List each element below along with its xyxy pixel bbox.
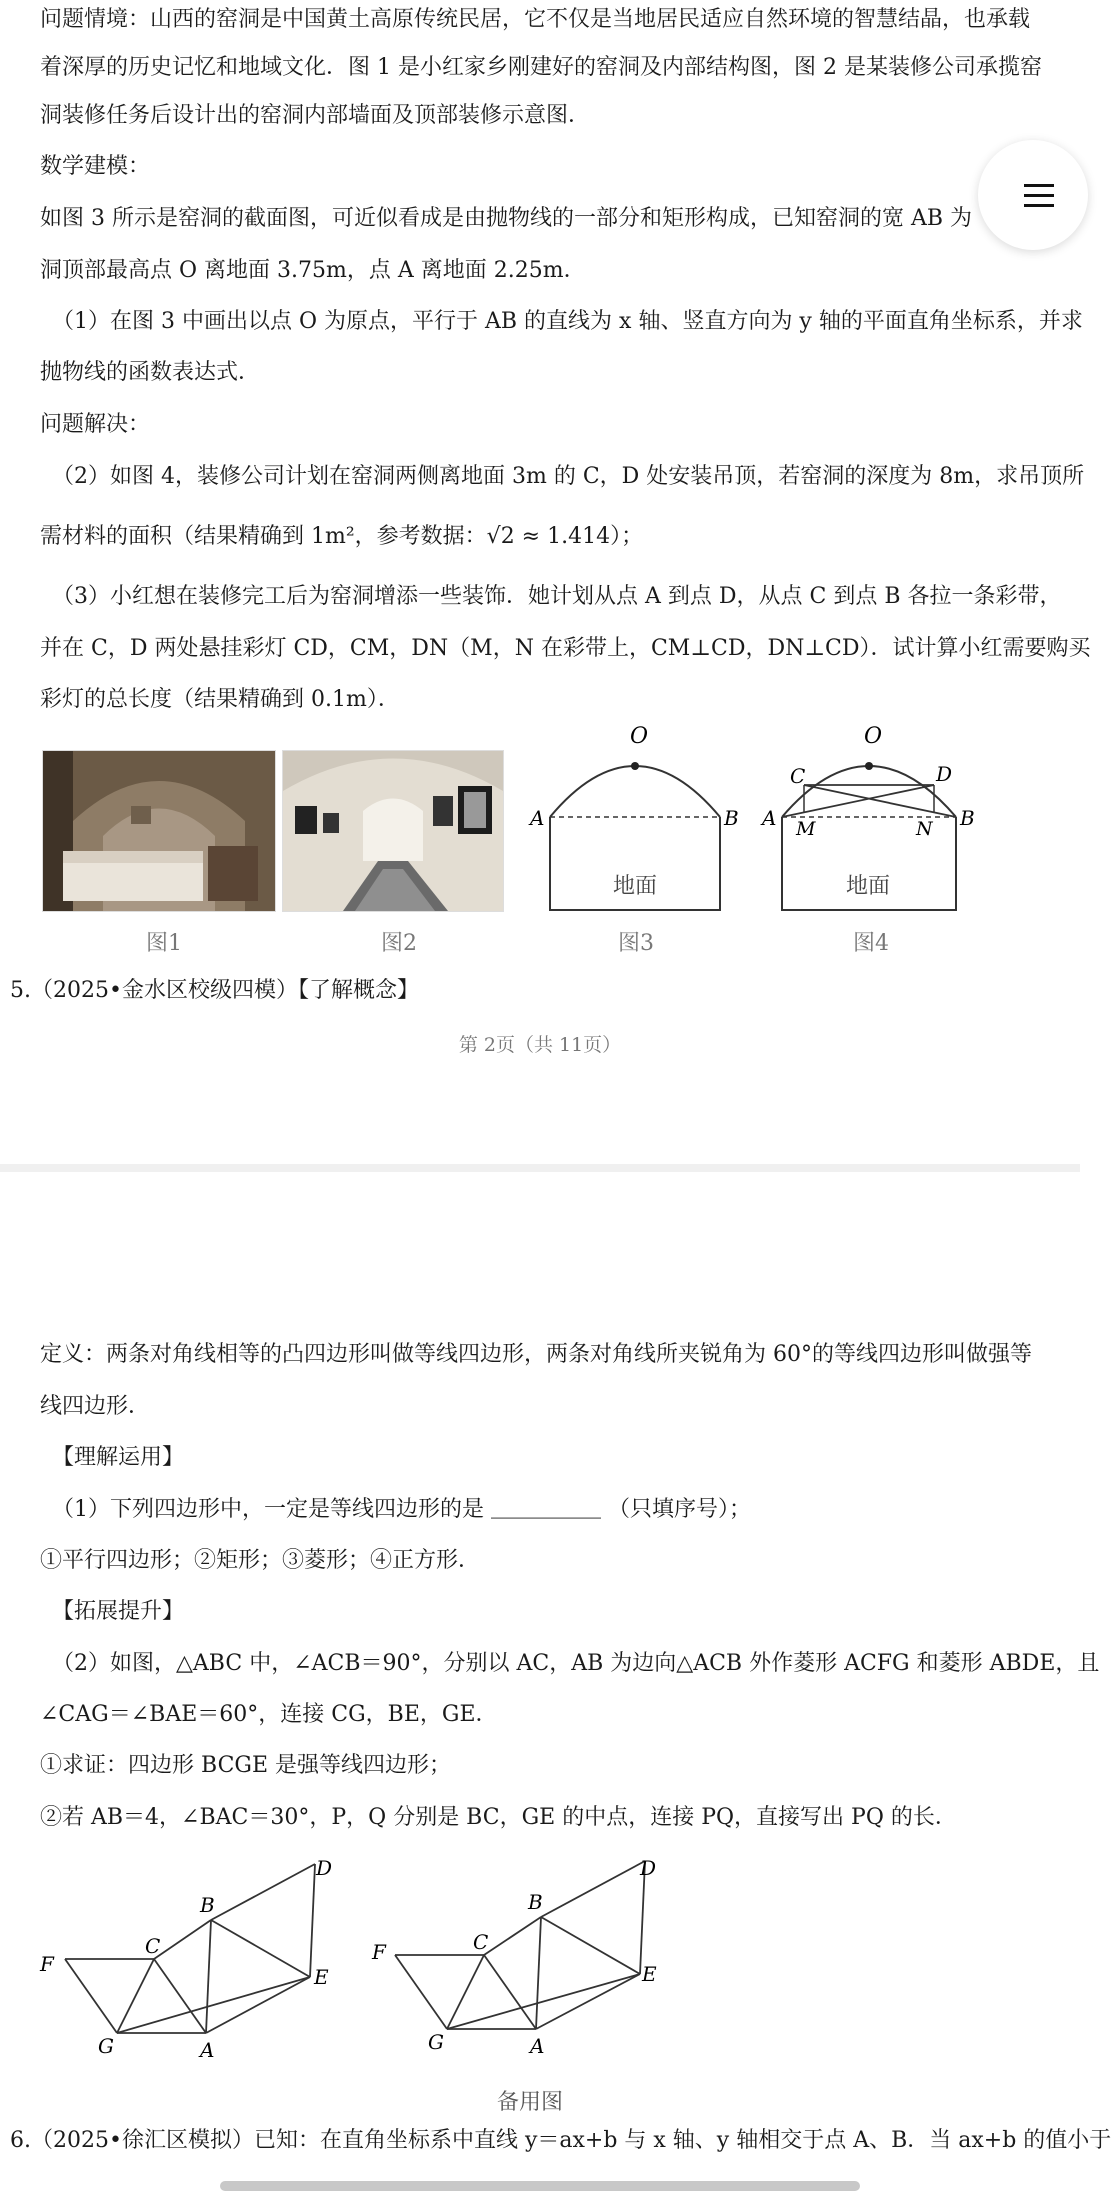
menu-bar	[1024, 204, 1054, 207]
menu-bar	[1024, 184, 1054, 187]
cave-interior-photo	[282, 750, 504, 912]
caption-figure-2: 图2	[381, 931, 417, 956]
text-line: 彩灯的总长度（结果精确到 0.1m）．	[40, 687, 400, 712]
text-line: （2）如图 4，装修公司计划在窑洞两侧离地面 3m 的 C，D 处安装吊顶，若窑洞的深度为 8m，求吊顶所	[52, 464, 1085, 489]
page-footer: 第 2页（共 11页）	[458, 1034, 622, 1056]
question-5-heading: 5.（2025•金水区校级四模）【了解概念】	[10, 978, 419, 1003]
text-line: （1）下列四边形中，一定是等线四边形的是 ＿＿＿＿＿ （只填序号）；	[52, 1497, 751, 1522]
text-line: 问题解决：	[40, 412, 151, 437]
hamburger-menu-icon[interactable]	[978, 140, 1088, 250]
label-N: N	[916, 818, 933, 840]
label-B: B	[528, 1890, 543, 1914]
label-E: E	[642, 1962, 657, 1986]
text-line: 着深厚的历史记忆和地域文化．图 1 是小红家乡刚建好的窑洞及内部结构图，图 2 是某装修公司承揽窑	[40, 55, 1042, 80]
ground-label: 地面	[846, 874, 891, 899]
text-line: 抛物线的函数表达式．	[40, 360, 261, 385]
horizontal-scrollbar[interactable]	[220, 2181, 860, 2191]
label-G: G	[98, 2034, 114, 2058]
label-B: B	[200, 1893, 215, 1917]
menu-bar	[1024, 194, 1054, 197]
label-B: B	[724, 806, 739, 830]
caption-figure-3: 图3	[618, 931, 654, 956]
label-D: D	[640, 1856, 657, 1880]
label-A: A	[762, 806, 777, 830]
label-C: C	[145, 1934, 161, 1958]
ground-label: 地面	[613, 874, 658, 899]
text-line: 洞顶部最高点 O 离地面 3.75m，点 A 离地面 2.25m．	[40, 258, 586, 283]
label-B: B	[960, 806, 975, 830]
text-line: （1）在图 3 中画出以点 O 为原点，平行于 AB 的直线为 x 轴、竖直方向为 y 轴的平面直角坐标系，并求	[52, 309, 1083, 334]
label-O: O	[630, 724, 649, 749]
rhombus-figure	[30, 1845, 350, 2070]
text-line: （2）如图，△ABC 中，∠ACB＝90°，分别以 AC，AB 为边向△ACB 外作菱形 ACFG 和菱形 ABDE，且	[52, 1651, 1100, 1676]
caption-figure-1: 图1	[146, 931, 182, 956]
label-G: G	[428, 2030, 444, 2054]
label-M: M	[796, 818, 816, 840]
cave-bedroom-photo	[42, 750, 276, 912]
figure-3-cave-section	[520, 724, 739, 915]
text-line: ②若 AB＝4，∠BAC＝30°，P，Q 分别是 BC，GE 的中点，连接 PQ，直接写出 PQ 的长．	[40, 1805, 957, 1830]
text-line: 洞装修任务后设计出的窑洞内部墙面及顶部装修示意图．	[40, 103, 591, 128]
text-line: 问题情境：山西的窑洞是中国黄土高原传统民居，它不仅是当地居民适应自然环境的智慧结晶，也承载	[40, 7, 1031, 32]
text-line: ∠CAG＝∠BAE＝60°，连接 CG，BE，GE．	[40, 1702, 498, 1727]
figure-4-cave-ceiling	[756, 725, 976, 915]
text-line: 并在 C，D 两处悬挂彩灯 CD，CM，DN（M，N 在彩带上，CM⊥CD，DN⊥CD）．试计算小红需要购买	[40, 636, 1091, 661]
text-line: 如图 3 所示是窑洞的截面图，可近似看成是由抛物线的一部分和矩形构成，已知窑洞的宽 AB 为	[40, 206, 973, 231]
label-A: A	[530, 2034, 545, 2058]
label-F: F	[40, 1952, 54, 1976]
backup-figure-caption: 备用图	[497, 2090, 564, 2115]
page-separator	[0, 1164, 1080, 1172]
text-line: 需材料的面积（结果精确到 1m²，参考数据：√2 ≈ 1.414）；	[40, 524, 644, 549]
caption-figure-4: 图4	[853, 931, 889, 956]
text-line: 数学建模：	[40, 154, 151, 179]
text-line: ①平行四边形；②矩形；③菱形；④正方形．	[40, 1548, 481, 1573]
text-line: 【拓展提升】	[52, 1599, 185, 1624]
label-C: C	[473, 1930, 489, 1954]
label-F: F	[372, 1940, 386, 1964]
label-O: O	[864, 724, 883, 749]
label-A: A	[530, 806, 545, 830]
text-line: 线四边形．	[40, 1394, 151, 1419]
text-line: （3）小红想在装修完工后为窑洞增添一些装饰．她计划从点 A 到点 D，从点 C 到点 B 各拉一条彩带，	[52, 584, 1062, 609]
label-A: A	[200, 2038, 215, 2062]
text-line: 【理解运用】	[52, 1445, 185, 1470]
label-C: C	[790, 764, 806, 788]
backup-figure	[360, 1845, 690, 2070]
text-line: 定义：两条对角线相等的凸四边形叫做等线四边形，两条对角线所夹锐角为 60°的等线四边形叫做强等	[40, 1342, 1032, 1367]
label-D: D	[936, 762, 953, 786]
label-D: D	[316, 1856, 333, 1880]
question-6-heading: 6.（2025•徐汇区模拟）已知：在直角坐标系中直线 y＝ax+b 与 x 轴、y 轴相交于点 A、B．当 ax+b 的值小于	[10, 2128, 1111, 2153]
label-E: E	[314, 1965, 329, 1989]
text-line: ①求证：四边形 BCGE 是强等线四边形；	[40, 1753, 452, 1778]
